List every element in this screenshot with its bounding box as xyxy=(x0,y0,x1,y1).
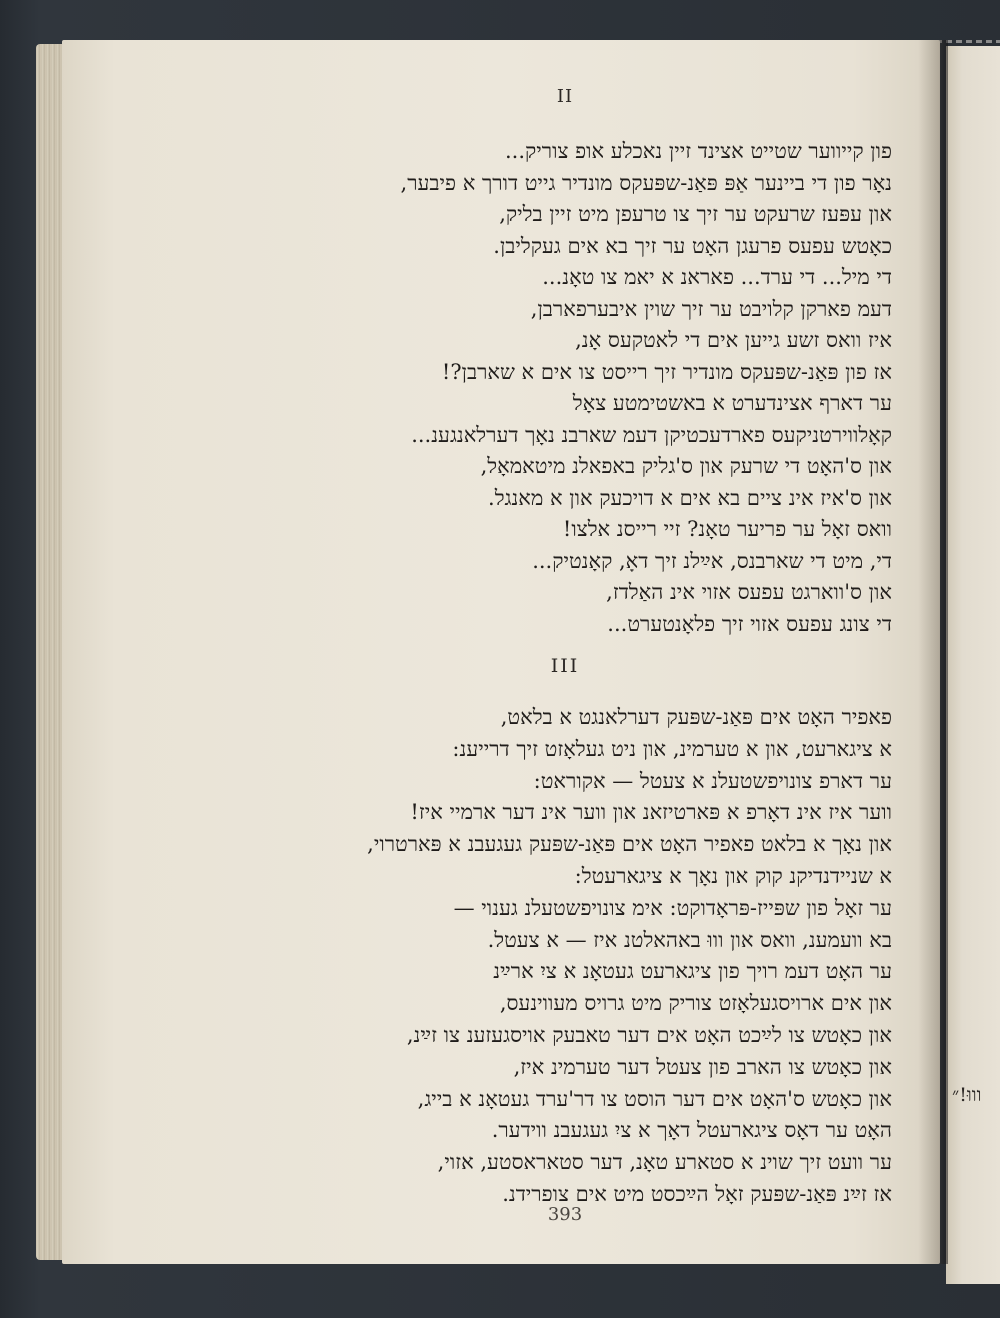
poem-line: האָט ער דאָס ציגארעטל דאָך א ציִ געגעבנ ווידער. xyxy=(491,1118,892,1143)
poem-line: די מיל... די ערד... פאראנ א יאמ צו טאָנ... xyxy=(542,265,892,289)
poem-line: דעמ פארקן קלויבט ער זיך שוין איבערפארבן, xyxy=(530,296,892,321)
poem-line: כאָטש עפעס פרעגן האָט ער זיך בא אים געקליבן. xyxy=(493,233,892,258)
section-marker-ii: II xyxy=(556,86,574,107)
poem-line: די צונג עפעס אזוי זיך פלאָנטערט... xyxy=(607,611,892,636)
poem-line: ער דארף אצינדערט א באשטימטע צאָל xyxy=(572,391,892,415)
poem-line: ווער איז אינ דאָרפ א פּארטיזאנ און ווער אינ דער ארמיי איז! xyxy=(410,800,892,825)
poem-line: די, מיט די שארבנס, אײַלנ זיך דאָ, קאָנטיק... xyxy=(532,548,892,573)
poem-line: פון קייווער שטייט אצינד זיין נאכלע אופ צוריק... xyxy=(504,139,892,163)
poem-line: ער וועט זיך שוינ א סטארע טאָנ, דער סטאראסטע, אזוי, xyxy=(437,1150,892,1175)
section-marker-iii: III xyxy=(550,655,580,677)
poem-line: פאפיר האָט אים פּאַנ-שפּעק דערלאנגט א בלאט, xyxy=(500,705,892,729)
poem-line: און כאָטש צו הארב פון צעטל דער טערמינ איז, xyxy=(513,1054,892,1079)
poem-line: אז זײַנ פּאַנ-שפּעק זאָל הײַכסט מיט אים צופרידנ. xyxy=(502,1181,892,1206)
poem-line: ער האָט דעמ רויך פון ציגארעט געטאָנ א ציִ ארײַנ xyxy=(493,959,892,984)
poem-line: און ס'האָט די שרעק און ס'גליק באפאלנ מיטאמאָל, xyxy=(480,454,892,478)
poem-line: און כאָטש ס'האָט אים דער הוסט צו דר'ערד געטאָנ א בייג, xyxy=(417,1086,892,1111)
poem-line: און אים ארויסגעלאָזט צוריק מיט גרויס מעווינעס, xyxy=(499,991,892,1016)
poem-line: נאָר פון די ביינער אַפּ פּאַנ-שפּעקס מונדיר גייט דורך א פיבער, xyxy=(400,170,892,195)
poem-line: און כאָטש צו לײַכט האָט אים דער טאבעק אויסגעזענ צו זײַנ, xyxy=(406,1022,892,1047)
facing-page-text-fragment: וווּ!״ xyxy=(952,1084,982,1106)
facing-page xyxy=(946,46,1000,1284)
poem-section-ii xyxy=(150,136,892,640)
page-number: 393 xyxy=(547,1204,583,1225)
poem-line: וואס זאָל ער פריער טאָנ? זיי רייסנ אלצו! xyxy=(562,517,892,541)
poem-line: און נאָך א בלאט פאפיר האָט אים פּאַנ-שפּעק געגעבנ א פּארטרוי, xyxy=(367,832,892,857)
gutter-shadow xyxy=(918,40,948,1264)
poem-line: ער זאָל פון שפּייז-פּראָדוקט: אימ צונויפשטעלנ גענוי — xyxy=(453,895,892,920)
poem-line: איז וואס זשע גייען אים די לאטקעס אָנ, xyxy=(575,328,892,352)
poem-line: ער דארפ צונויפשטעלנ א צעטל — אקוראט: xyxy=(533,768,892,793)
poem-line: און ס'איז אינ ציים בא אים א דויכעק און א מאנגל. xyxy=(488,485,892,510)
poem-line: קאָלווירטניקעס פארדעכטיקן דעמ שארבנ נאָך דערלאנגענ... xyxy=(411,422,892,447)
poem-section-iii xyxy=(150,702,892,1211)
poem-line: און ס'ווארגט עפעס אזוי אינ האַלדז, xyxy=(606,580,892,604)
poem-line: און עפּעז שרעקט ער זיך צו טרעפן מיט זיין בליק, xyxy=(499,202,892,226)
poem-line: א שניידנדיקנ קוק און נאָך א ציגארעטל: xyxy=(574,863,892,888)
poem-line: א ציגארעט, און א טערמינ, און ניט געלאָזט זיך דרייענ: xyxy=(452,736,892,761)
poem-line: בא וועמענ, וואס און וווּ באהאלטנ איז — א צעטל. xyxy=(487,927,892,952)
poem-line: אז פון פּאַנ-שפּעקס מונדיר זיך רייסט צו אים א שארבן?! xyxy=(441,359,892,384)
